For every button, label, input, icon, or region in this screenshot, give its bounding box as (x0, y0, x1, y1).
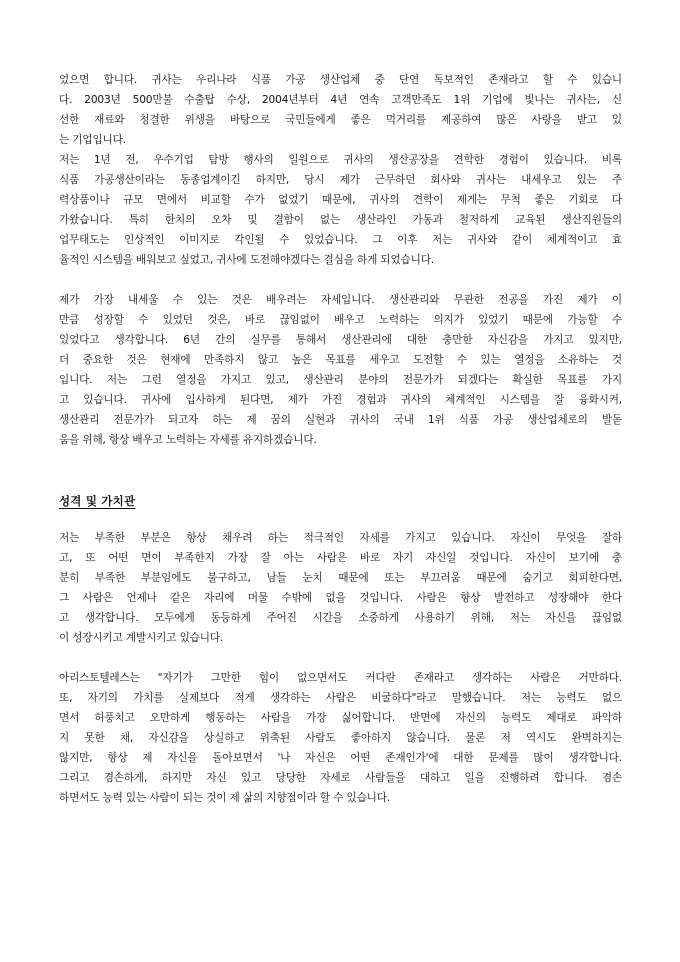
text-line: 움을 위해, 항상 배우고 노력하는 자세를 유지하겠습니다. (59, 434, 317, 446)
text-line: 었으면 합니다. 귀사는 우리나라 식품 가공 생산업체 중 단연 독보적인 존재라고 할 수 있습니 (59, 74, 622, 86)
text-line: 식품 가공생산이라는 동종업계이긴 하지만, 당시 제가 근무하던 회사와 귀사는 내세우고 있는 주 (59, 174, 622, 186)
text-line: 만큼 성장할 수 있었던 것은, 바로 끊임없이 배우고 노력하는 의지가 있었기 때문에 가능할 수 (59, 314, 622, 326)
section-heading: 성격 및 가치관 (59, 494, 136, 508)
strength-paragraph (59, 290, 622, 450)
section-heading-row (59, 490, 622, 512)
text-line: 이 성장시키고 계발시키고 있습니다. (59, 632, 224, 644)
text-line: 다. 2003년 500만불 수출탑 수상, 2004년부터 4년 연속 고객만족도 1위 기업에 빛나는 귀사는, 신 (59, 94, 622, 106)
text-line: 율적인 시스템을 배워보고 싶었고, 귀사에 도전해야겠다는 결심을 하게 되었습니다. (59, 254, 435, 266)
text-line: 저는 부족한 부분은 항상 채우려 하는 적극적인 자세를 가지고 있습니다. 자신이 무엇을 잘하 (59, 532, 622, 544)
text-line: 선한 재료와 청결한 위생을 바탕으로 국민들에게 좋은 먹거리를 제공하여 많은 사랑을 받고 있 (59, 114, 622, 126)
heading-gap (59, 512, 622, 528)
text-line: 분히 부족한 부분임에도 불구하고, 남들 눈치 때문에 또는 부끄러움 때문에 숨기고 회피한다면, (59, 572, 622, 584)
text-line: 업무태도는 인상적인 이미지로 각인될 수 있었습니다. 그 이후 저는 귀사와 같이 체계적이고 효 (59, 234, 622, 246)
text-line: 고 생각합니다. 모두에게 동등하게 주어진 시간을 소중하게 사용하기 위해, 저는 자신을 끊임없 (59, 612, 622, 624)
text-line: 또, 자기의 가치를 실제보다 적게 생각하는 사람은 비굴하다"라고 말했습니다. 저는 능력도 없으 (59, 692, 622, 704)
text-line: 고 있습니다. 귀사에 입사하게 된다면, 제가 가진 경험과 귀사의 체계적인 시스템을 잘 융화시켜, (59, 394, 622, 406)
text-line: 아리스토텔레스는 "자기가 그만한 힘이 없으면서도 커다란 존재라고 생각하는 사람은 거만하다. (59, 672, 622, 684)
section-gap (59, 450, 622, 490)
text-line: 고, 또 어떤 면이 부족한지 가장 잘 아는 사람은 바로 자기 자신일 것입니다. 자신이 보기에 충 (59, 552, 622, 564)
text-line: 력상품이나 규모 면에서 비교할 수가 없었기 때문에, 귀사의 견학이 제게는 무척 좋은 기회로 다 (59, 194, 622, 206)
text-line: 가왔습니다. 특히 한치의 오차 및 결함이 없는 생산라인 가동과 철저하게 교육된 생산직원들의 (59, 214, 622, 226)
text-line: 면서 허풍치고 오만하게 행동하는 사람을 가장 싫어합니다. 반면에 자신의 능력도 제대로 파악하 (59, 712, 622, 724)
text-line: 지 못한 채, 자신감을 상실하고 위축된 사람도 좋아하지 않습니다. 물론 저 역시도 완벽하지는 (59, 732, 622, 744)
paragraph-gap (59, 270, 622, 290)
personality-paragraph (59, 528, 622, 648)
values-paragraph (59, 668, 622, 808)
text-line: 저는 1년 전, 우수기업 탐방 행사의 일원으로 귀사의 생산공장을 견학한 경험이 있습니다. 비록 (59, 154, 622, 166)
text-line: 입니다. 저는 그런 열정을 가지고 있고, 생산관리 분야의 전문가가 되겠다는 확실한 목표를 가지 (59, 374, 622, 386)
text-line: 더 중요한 것은 현재에 만족하지 않고 높은 목표를 세우고 도전할 수 있는 열정을 소유하는 것 (59, 354, 622, 366)
text-line: 그 사람은 언제나 같은 자리에 머물 수밖에 없을 것입니다. 사람은 항상 발전하고 성장해야 한다 (59, 592, 622, 604)
text-line: 는 기업입니다. (59, 134, 126, 146)
text-line: 있었다고 생각합니다. 6년 간의 실무를 통해서 생산관리에 대한 충만한 자신감을 가지고 있지만, (59, 334, 622, 346)
text-line: 않지만, 항상 제 자신을 돌아보면서 '나 자신은 어떤 존재인가'에 대한 문제를 많이 생각합니다. (59, 752, 622, 764)
text-line: 제가 가장 내세울 수 있는 것은 배우려는 자세입니다. 생산관리와 무관한 전공을 가진 제가 이 (59, 294, 622, 306)
text-line: 생산관리 전문가가 되고자 하는 제 꿈의 실현과 귀사의 국내 1위 식품 가공 생산업체로의 발돋 (59, 414, 622, 426)
document-page (59, 70, 622, 808)
text-line: 그리고 겸손하게, 하지만 자신 있고 당당한 자세로 사람들을 대하고 일을 진행하려 합니다. 겸손 (59, 772, 622, 784)
text-line: 하면서도 능력 있는 사람이 되는 것이 제 삶의 지향점이라 할 수 있습니다. (59, 792, 391, 804)
paragraph-gap (59, 648, 622, 668)
intro-paragraph (59, 70, 622, 270)
